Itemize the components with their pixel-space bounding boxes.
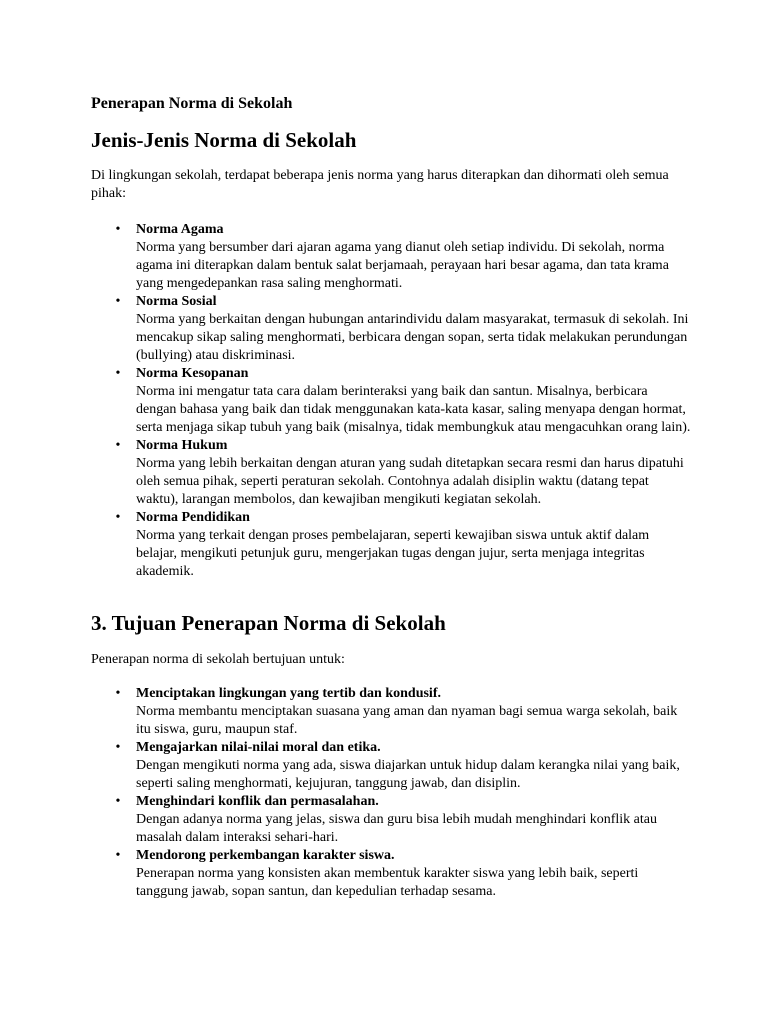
- bullet-icon: •: [115, 686, 121, 701]
- list-item-description: Norma yang lebih berkaitan dengan aturan yang sudah ditetapkan secara resmi dan harus dipatuhi oleh semua pihak, seperti peraturan sekolah. Contohnya adalah disiplin waktu (datang tepat waktu), larangan membolos, dan kewajiban mengikuti kegiatan sekolah.: [136, 456, 684, 507]
- bullet-icon: •: [115, 740, 121, 755]
- tujuan-list: [91, 685, 691, 901]
- list-item: [91, 847, 691, 901]
- list-item-title: Menghindari konflik dan permasalahan.: [136, 794, 379, 809]
- list-item: [91, 293, 691, 365]
- list-item: [91, 685, 691, 739]
- list-item-title: Norma Agama: [136, 222, 224, 237]
- bullet-icon: •: [115, 438, 121, 453]
- list-item: [91, 365, 691, 437]
- list-item: [91, 739, 691, 793]
- list-item-title: Menciptakan lingkungan yang tertib dan kondusif.: [136, 686, 441, 701]
- list-item-description: Dengan adanya norma yang jelas, siswa dan guru bisa lebih mudah menghindari konflik atau masalah dalam interaksi sehari-hari.: [136, 812, 657, 845]
- list-item: [91, 509, 691, 581]
- list-item-description: Norma yang terkait dengan proses pembelajaran, seperti kewajiban siswa untuk aktif dalam belajar, mengikuti petunjuk guru, mengerjakan tugas dengan jujur, serta menjaga integritas akademik.: [136, 528, 650, 579]
- bullet-icon: •: [115, 294, 121, 309]
- bullet-icon: •: [115, 366, 121, 381]
- list-item-title: Norma Hukum: [136, 438, 228, 453]
- page-title: Penerapan Norma di Sekolah: [91, 95, 293, 112]
- list-item-description: Norma membantu menciptakan suasana yang aman dan nyaman bagi semua warga sekolah, baik itu siswa, guru, maupun staf.: [136, 704, 678, 737]
- section-intro-jenis-norma: Di lingkungan sekolah, terdapat beberapa jenis norma yang harus diterapkan dan dihormati oleh semua pihak:: [91, 168, 669, 201]
- section-heading-tujuan: 3. Tujuan Penerapan Norma di Sekolah: [91, 611, 446, 635]
- list-item-title: Norma Pendidikan: [136, 510, 250, 525]
- section-intro-tujuan: Penerapan norma di sekolah bertujuan untuk:: [91, 652, 345, 667]
- list-item-title: Mendorong perkembangan karakter siswa.: [136, 848, 395, 863]
- bullet-icon: •: [115, 222, 121, 237]
- section-heading-jenis-norma: Jenis-Jenis Norma di Sekolah: [91, 128, 357, 152]
- bullet-icon: •: [115, 794, 121, 809]
- list-item: [91, 221, 691, 293]
- list-item-description: Norma yang bersumber dari ajaran agama yang dianut oleh setiap individu. Di sekolah, norma agama ini diterapkan dalam bentuk salat berjamaah, perayaan hari besar agama, dan tata krama yang mengedepankan rasa saling menghormati.: [136, 240, 669, 291]
- list-item-description: Dengan mengikuti norma yang ada, siswa diajarkan untuk hidup dalam kerangka nilai yang baik, seperti saling menghormati, kejujuran, tanggung jawab, dan disiplin.: [136, 758, 680, 791]
- norma-types-list: [91, 221, 691, 581]
- bullet-icon: •: [115, 510, 121, 525]
- list-item: [91, 437, 691, 509]
- bullet-icon: •: [115, 848, 121, 863]
- list-item-description: Norma ini mengatur tata cara dalam berinteraksi yang baik dan santun. Misalnya, berbicara dengan bahasa yang baik dan tidak menggunakan kata-kata kasar, saling menyapa dengan hormat, serta menjaga sikap tubuh yang baik (misalnya, tidak membungkuk atau mengacuhkan orang lain).: [136, 384, 691, 435]
- list-item-description: Penerapan norma yang konsisten akan membentuk karakter siswa yang lebih baik, seperti tanggung jawab, sopan santun, dan kepedulian terhadap sesama.: [136, 866, 639, 899]
- list-item-title: Norma Kesopanan: [136, 366, 249, 381]
- list-item-description: Norma yang berkaitan dengan hubungan antarindividu dalam masyarakat, termasuk di sekolah. Ini mencakup sikap saling menghormati, berbicara dengan sopan, serta tidak melakukan perundungan (bullying) atau diskriminasi.: [136, 312, 689, 363]
- list-item: [91, 793, 691, 847]
- list-item-title: Norma Sosial: [136, 294, 217, 309]
- list-item-title: Mengajarkan nilai-nilai moral dan etika.: [136, 740, 381, 755]
